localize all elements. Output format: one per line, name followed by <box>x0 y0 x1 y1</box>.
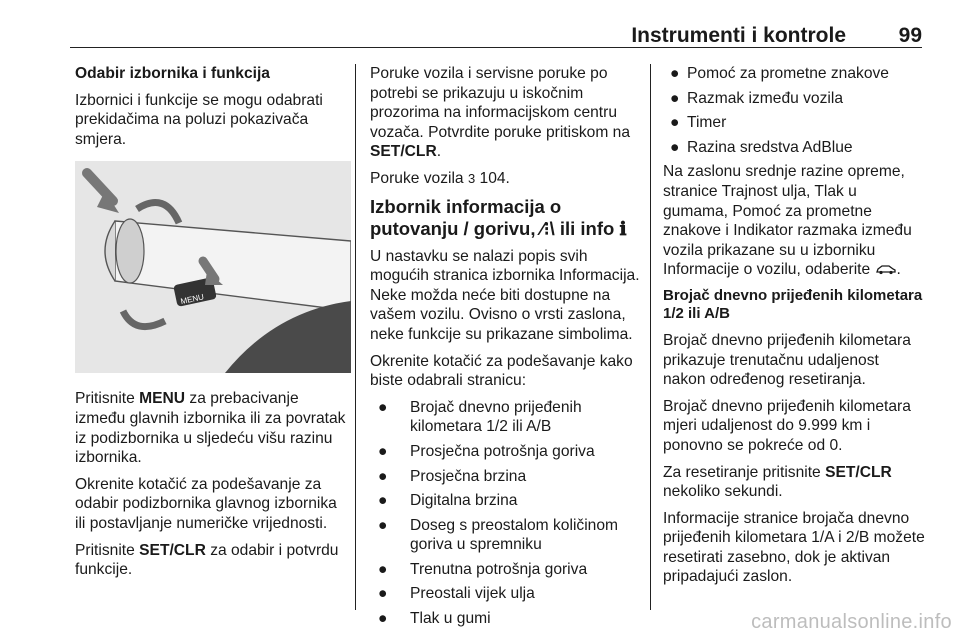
section-heading: Odabir izbornika i funkcija <box>75 65 270 82</box>
svg-text:MENU: MENU <box>179 292 205 307</box>
bullet-icon: ● <box>378 467 388 485</box>
list-item: ● Timer <box>670 114 727 132</box>
list-item: ● Razmak između vozila <box>670 89 843 107</box>
bullet-icon: ● <box>378 516 388 534</box>
list-item: ● Digitalna brzina <box>378 492 518 510</box>
paragraph: Informacije stranice brojača dnevno prijeđenih kilometara 1/A i 2/B možete resetirati zasebno, dok je aktivan pripadajući zaslon. <box>663 509 925 586</box>
bullet-icon: ● <box>378 442 388 460</box>
list-item: ● Brojač dnevno prijeđenih kilometara 1/2 ili A/B <box>378 398 582 436</box>
section-heading: Izbornik informacija o putovanju / gorivu, ⁄⁝\ ili info ℹ <box>370 195 627 239</box>
page-number: 99 <box>898 24 922 47</box>
list-item: ● Tlak u gumi <box>378 610 491 628</box>
bullet-icon: ● <box>670 138 680 156</box>
bullet-icon: ● <box>378 560 388 578</box>
column-divider <box>355 64 356 610</box>
list-item: ● Pomoć za prometne znakove <box>670 65 889 82</box>
paragraph: Na zaslonu srednje razine opreme, stranice Trajnost ulja, Tlak u gumama, Pomoć za prometne znakove i Indikator razmaka između vozila prikazane su u izborniku Informacije o vozilu, odaberite . <box>663 163 912 279</box>
paragraph: Poruke vozila i servisne poruke po potrebi se prikazuju u iskočnim prozorima na informacijskom centru vozača. Potvrdite poruke pritiskom na SET/CLR. <box>370 65 631 161</box>
stalk-figure <box>75 161 351 373</box>
list-item: ● Prosječna brzina <box>378 467 527 485</box>
paragraph: U nastavku se nalazi popis svih mogućih stranica izbornika Informacija. Neke možda neće biti dostupne na vašem vozilu. Ovisno o vrsti zaslona, neke funkcije su prikazane simbolima. <box>370 247 640 343</box>
car-icon <box>875 263 897 275</box>
bullet-icon: ● <box>670 89 680 107</box>
column-divider <box>650 64 651 610</box>
header-title: Instrumenti i kontrole <box>631 24 846 47</box>
list-item: ● Trenutna potrošnja goriva <box>378 560 588 578</box>
bullet-icon: ● <box>670 114 680 132</box>
list-item: ● Preostali vijek ulja <box>378 585 535 603</box>
list-item: ● Doseg s preostalom količinom goriva u spremniku <box>378 516 619 554</box>
paragraph: Za resetiranje pritisnite SET/CLR nekoliko sekundi. <box>663 463 892 501</box>
column-1 <box>75 64 351 587</box>
paragraph: Izbornici i funkcije se mogu odabrati prekidačima na poluzi pokazivača smjera. <box>75 91 323 148</box>
paragraph: Pritisnite MENU za prebacivanje između glavnih izbornika ili za povratak iz podizbornika u sljedeću višu razinu izbornika. <box>75 390 346 467</box>
turn-signal-stalk-illustration <box>75 161 351 373</box>
list-item: ● Prosječna potrošnja goriva <box>378 442 595 460</box>
page-list-continued <box>663 64 925 157</box>
list-item: ● Razina sredstva AdBlue <box>670 138 853 156</box>
bullet-icon: ● <box>378 610 388 628</box>
paragraph: Brojač dnevno prijeđenih kilometara mjeri udaljenost do 9.999 km i ponovno se pokreće od 0. <box>663 397 911 454</box>
cross-reference[interactable]: Poruke vozila 3 104. <box>370 169 510 187</box>
column-3 <box>663 64 925 594</box>
paragraph: Brojač dnevno prijeđenih kilometara prikazuje trenutačnu udaljenost nakon određenog resetiranja. <box>663 331 911 389</box>
paragraph: Pritisnite SET/CLR za odabir i potvrdu funkcije. <box>75 541 339 579</box>
bullet-icon: ● <box>378 398 388 416</box>
paragraph: Okrenite kotačić za podešavanje kako biste odabrali stranicu: <box>370 352 633 390</box>
reference-arrow-icon: 3 <box>467 170 476 186</box>
bullet-icon: ● <box>378 492 388 510</box>
column-2 <box>370 64 640 634</box>
paragraph: Okrenite kotačić za podešavanje za odabir podizbornika glavnog izbornika ili postavljanje numeričke vrijednosti. <box>75 475 337 532</box>
section-heading: Brojač dnevno prijeđenih kilometara 1/2 ili A/B <box>663 286 923 323</box>
page-list <box>370 398 640 629</box>
bullet-icon: ● <box>378 585 388 603</box>
bullet-icon: ● <box>670 65 680 82</box>
page-header <box>70 0 922 48</box>
adjuster-wheel-icon <box>116 219 144 283</box>
watermark: carmanualsonline.info <box>751 611 952 633</box>
